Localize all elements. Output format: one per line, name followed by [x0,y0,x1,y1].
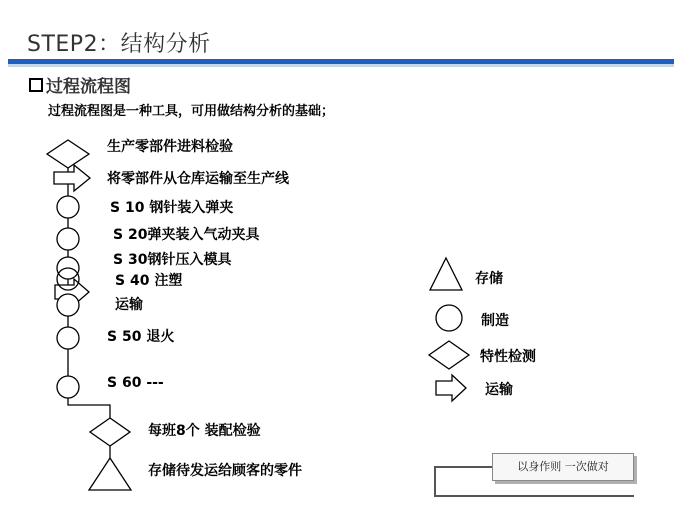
operation-circle-icon [57,228,79,250]
legend-manufacture-label: 制造 [481,313,509,329]
flow-step-label: S 20弹夹装入气动夹具 [113,227,260,243]
motto-frame-line [434,495,634,497]
inspection-diamond-icon [90,418,130,446]
legend-transport-arrow-icon [436,375,466,401]
operation-circle-icon [57,376,79,398]
transport-arrow-icon [54,165,90,191]
flow-step-label: 将零部件从仓库运输至生产线 [107,171,289,187]
legend-storage-triangle-icon [430,258,462,290]
section-title: 过程流程图 [46,77,131,97]
flow-step-label: S 60 --- [107,375,164,391]
flow-step-label: 存储待发运给顾客的零件 [148,463,302,479]
motto-frame-line [434,466,492,468]
legend-inspection-diamond-icon [429,341,469,369]
storage-triangle-icon [89,458,131,490]
flow-step-label: S 40 注塑 [115,273,183,289]
flow-step-label: S 50 退火 [107,329,175,345]
flow-step-label: S 30钢针压入模具 [113,252,232,268]
page-title: STEP2：结构分析 [27,32,211,57]
operation-circle-icon [57,327,79,349]
flow-step-label: S 10 钢针装入弹夹 [110,200,234,216]
flow-step-label: 每班8个 装配检验 [148,423,261,439]
flow-step-label: 生产零部件进料检验 [107,139,233,155]
legend-manufacture-circle-icon [436,305,462,331]
motto-box: 以身作则 一次做对 [492,453,634,481]
legend-inspection-label: 特性检测 [480,349,536,365]
inspection-diamond-icon [47,140,89,168]
legend-transport-label: 运输 [485,382,513,398]
operation-circle-icon [57,196,79,218]
flow-step-label: 运输 [115,297,143,313]
legend-storage-label: 存储 [475,271,503,287]
section-subtitle: 过程流程图是一种工具，可用做结构分析的基础； [48,104,335,119]
flow-connector-elbow [68,398,110,418]
motto-frame-line [434,466,436,496]
operation-circle-icon [57,294,79,316]
